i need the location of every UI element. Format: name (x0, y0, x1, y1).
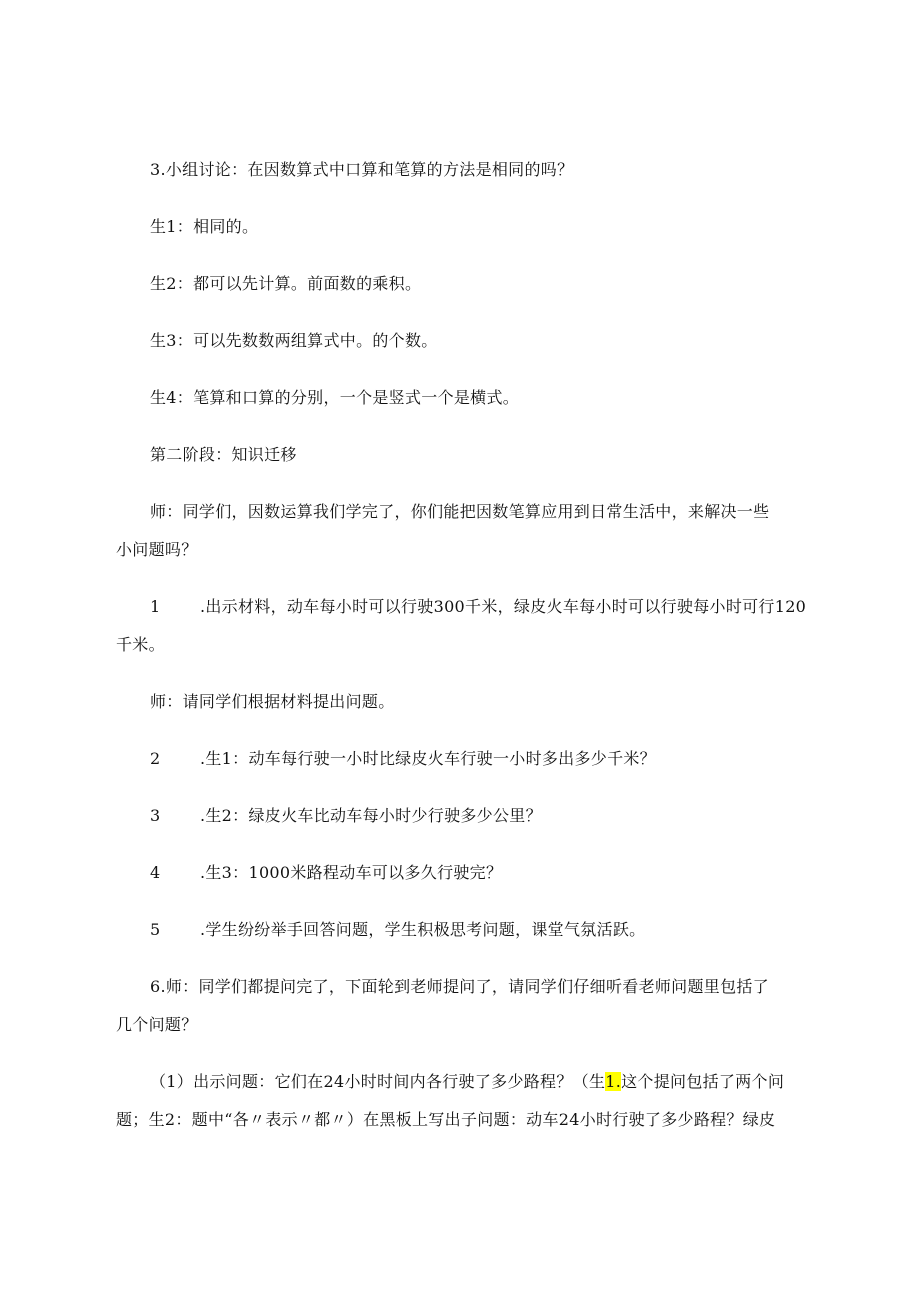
item-5 (150, 920, 646, 940)
highlighted-text: 1. (605, 1072, 622, 1091)
item-4 (150, 863, 502, 883)
item-1-line-2: 千米。 (116, 635, 165, 654)
item-1-text: .出示材料，动车每小时可以行驶300千米，绿皮火车每小时可以行驶每小时可行120 (200, 597, 807, 616)
item-3-number: 3 (150, 806, 161, 825)
sub-question-1-text-b: 这个提问包括了两个问 (621, 1072, 785, 1091)
sub-question-1-line-1 (150, 1072, 784, 1092)
teacher-prompt-line-2: 小问题吗？ (116, 540, 198, 559)
item-5-number: 5 (150, 920, 161, 939)
teacher-request: 师：请同学们根据材料提出问题。 (150, 692, 395, 711)
stage-2-heading: 第二阶段：知识迁移 (150, 445, 297, 464)
student-2-answer: 生2：都可以先计算。前面数的乘积。 (150, 274, 422, 293)
item-1-number: 1 (150, 597, 161, 616)
item-2-number: 2 (150, 749, 161, 768)
item-1-line-1 (150, 597, 806, 617)
item-5-text: .学生纷纷举手回答问题，学生积极思考问题，课堂气氛活跃。 (200, 920, 646, 939)
item-3-text: .生2：绿皮火车比动车每小时少行驶多少公里？ (200, 806, 542, 825)
question-3: 3.小组讨论：在因数算式中口算和笔算的方法是相同的吗？ (150, 160, 574, 179)
sub-question-1-text-a: （1）出示问题：它们在24小时时间内各行驶了多少路程？（生 (150, 1072, 606, 1091)
item-2-text: .生1：动车每行驶一小时比绿皮火车行驶一小时多出多少千米？ (200, 749, 656, 768)
teacher-prompt-line-1: 师：同学们，因数运算我们学完了，你们能把因数笔算应用到日常生活中，来解决一些 (150, 502, 770, 521)
student-4-answer: 生4：笔算和口算的分别，一个是竖式一个是横式。 (150, 388, 520, 407)
item-4-text: .生3：1000米路程动车可以多久行驶完？ (200, 863, 503, 882)
item-6-line-2: 几个问题？ (116, 1015, 198, 1034)
sub-question-1-line-2: 题；生2：题中“各〃表示〃都〃）在黑板上写出子问题：动车24小时行驶了多少路程？绿皮 (116, 1110, 776, 1129)
item-3 (150, 806, 542, 826)
item-4-number: 4 (150, 863, 161, 882)
item-6-line-1: 6.师：同学们都提问完了，下面轮到老师提问了，请同学们仔细听看老师问题里包括了 (150, 977, 769, 996)
student-1-answer: 生1：相同的。 (150, 217, 259, 236)
student-3-answer: 生3：可以先数数两组算式中。的个数。 (150, 331, 438, 350)
item-2 (150, 749, 656, 769)
